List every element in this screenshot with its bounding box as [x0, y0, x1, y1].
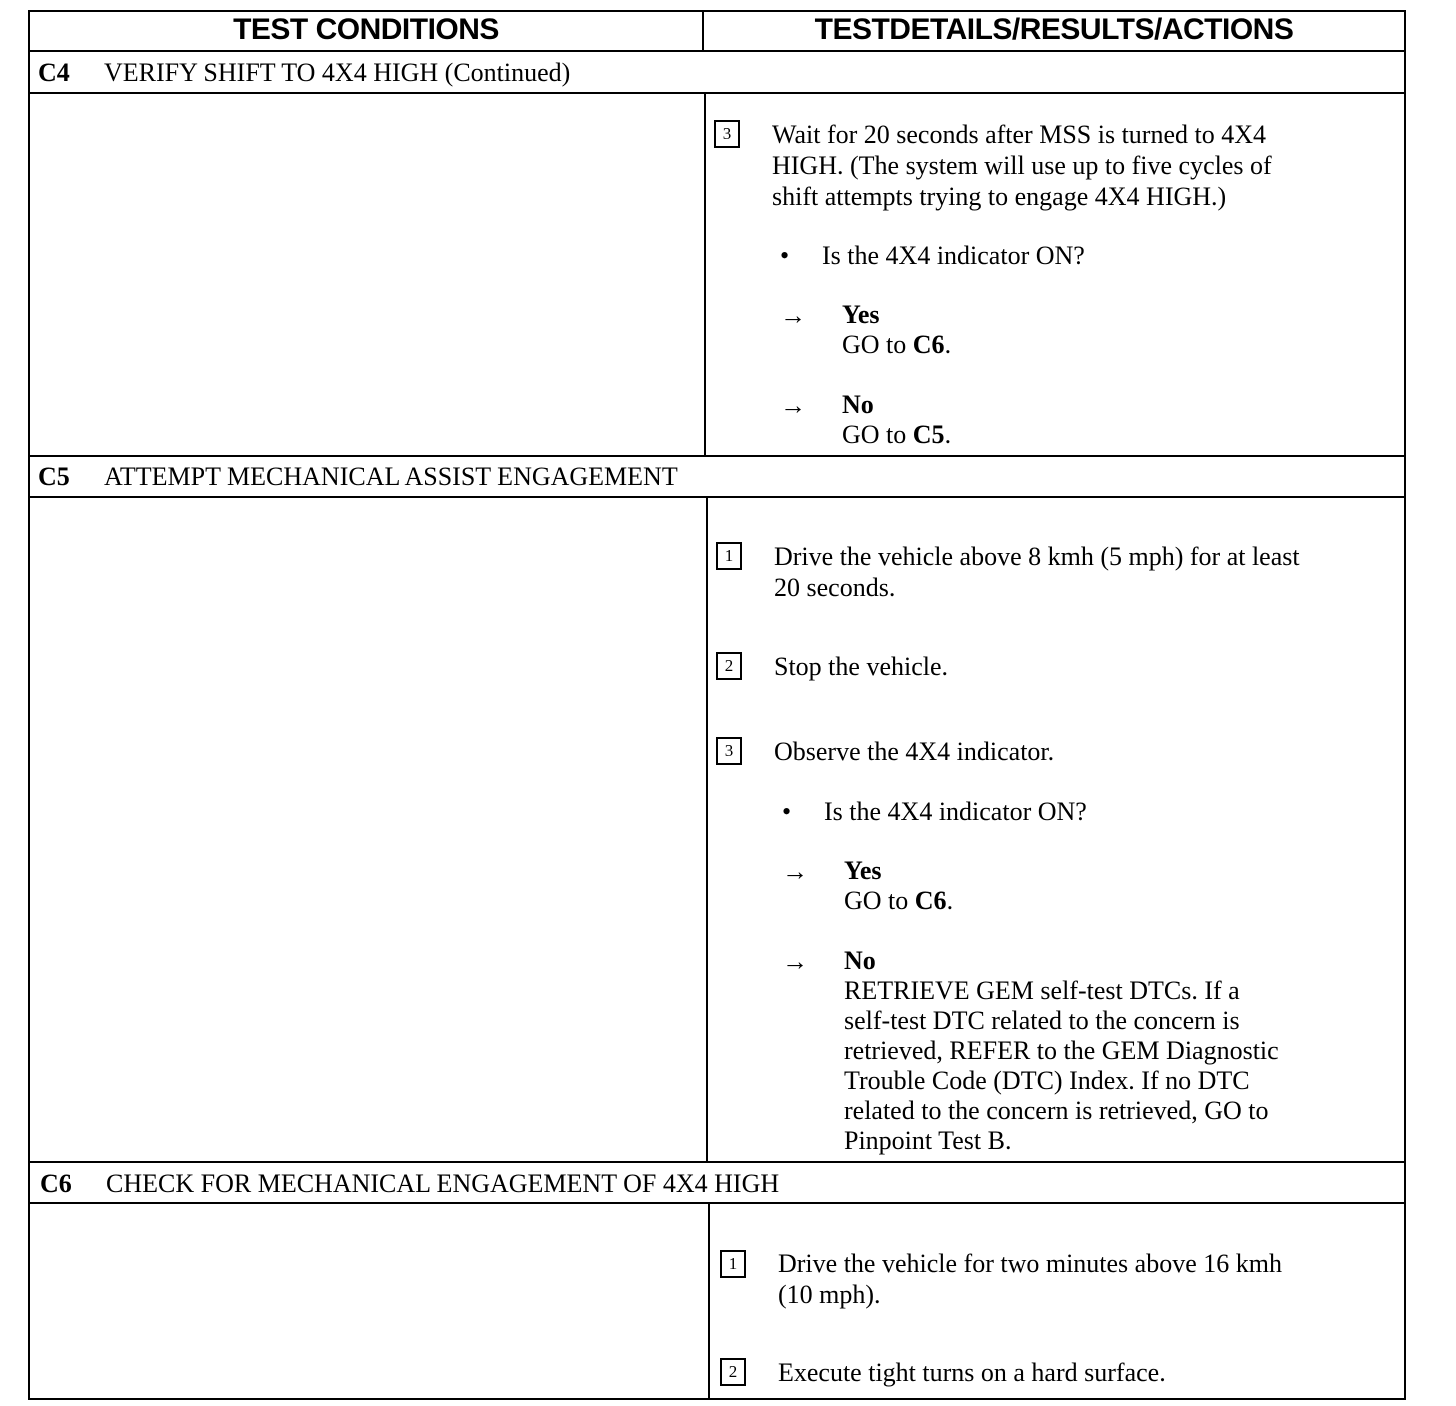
- c5-no-line: related to the concern is retrieved, GO to: [844, 1096, 1269, 1125]
- c4-step3-text: [772, 119, 1272, 212]
- section-c6-id: C6: [40, 1169, 72, 1198]
- section-c6-top-rule: [28, 1161, 1406, 1163]
- header-test-details: TESTDETAILS/RESULTS/ACTIONS: [814, 13, 1294, 46]
- c6-step1-text: [778, 1248, 1282, 1310]
- section-c5-divider: [706, 496, 708, 1162]
- c5-yes-label: Yes: [844, 856, 882, 885]
- c6-step1-number: 1: [720, 1250, 746, 1278]
- c5-yes-go: GO to: [844, 886, 915, 915]
- c4-yes-go: GO to: [842, 330, 913, 359]
- c5-step1-text: [774, 541, 1300, 603]
- c5-no-answer: [844, 946, 1279, 1156]
- c5-no-label: No: [844, 946, 876, 975]
- c5-no-line: Trouble Code (DTC) Index. If no DTC: [844, 1066, 1250, 1095]
- c5-question: Is the 4X4 indicator ON?: [824, 797, 1087, 826]
- c4-step3-line2: HIGH. (The system will use up to five cycles of: [772, 151, 1272, 180]
- section-c6-rule: [28, 1202, 1406, 1204]
- section-c5-title-text: ATTEMPT MECHANICAL ASSIST ENGAGEMENT: [104, 462, 678, 491]
- c4-step3-line1: Wait for 20 seconds after MSS is turned to 4X4: [772, 120, 1266, 149]
- section-c6-divider: [708, 1202, 710, 1400]
- section-c6-title-text: CHECK FOR MECHANICAL ENGAGEMENT OF 4X4 HIGH: [106, 1169, 780, 1198]
- c5-bullet: •: [782, 797, 792, 826]
- section-c5-rule: [28, 496, 1406, 498]
- section-c4-divider: [704, 92, 706, 455]
- c5-no-line: Pinpoint Test B.: [844, 1126, 1012, 1155]
- section-c4-title-text: VERIFY SHIFT TO 4X4 HIGH (Continued): [104, 58, 571, 87]
- c5-step1-line1: Drive the vehicle above 8 kmh (5 mph) for at least: [774, 542, 1300, 571]
- c5-no-line: retrieved, REFER to the GEM Diagnostic: [844, 1036, 1279, 1065]
- c5-step2-number: 2: [716, 652, 742, 680]
- c4-question: Is the 4X4 indicator ON?: [822, 241, 1085, 270]
- c4-step3-number: 3: [714, 120, 740, 148]
- c5-yes-target: C6: [914, 886, 947, 915]
- c4-yes-label: Yes: [842, 300, 880, 329]
- section-c4-id: C4: [38, 58, 70, 87]
- c5-yes-period: .: [946, 886, 954, 915]
- c6-step2-number: 2: [720, 1358, 746, 1386]
- c4-bullet: •: [780, 241, 790, 270]
- c4-no-answer: [842, 390, 951, 450]
- c4-yes-target: C6: [912, 330, 945, 359]
- c4-no-label: No: [842, 390, 874, 419]
- c5-no-line: self-test DTC related to the concern is: [844, 1006, 1240, 1035]
- c4-yes-period: .: [944, 330, 952, 359]
- section-c5-id: C5: [38, 462, 70, 491]
- c5-step3-number: 3: [716, 737, 742, 765]
- c4-yes-answer: [842, 300, 951, 360]
- c4-no-target: C5: [912, 420, 945, 449]
- c5-step1-number: 1: [716, 542, 742, 570]
- c4-no-arrow-icon: →: [780, 391, 806, 420]
- section-c5-title: [38, 462, 678, 492]
- section-c5-top-rule: [28, 455, 1406, 457]
- c4-step3-line3: shift attempts trying to engage 4X4 HIGH.): [772, 182, 1227, 211]
- section-c4-title: [38, 58, 570, 88]
- c4-no-period: .: [944, 420, 952, 449]
- c5-step1-line2: 20 seconds.: [774, 573, 896, 602]
- c5-no-line: RETRIEVE GEM self-test DTCs. If a: [844, 976, 1240, 1005]
- c6-step2-text: Execute tight turns on a hard surface.: [778, 1358, 1166, 1387]
- header-test-conditions: TEST CONDITIONS: [233, 13, 499, 46]
- c5-step2-text: Stop the vehicle.: [774, 652, 949, 681]
- c5-no-arrow-icon: →: [782, 947, 808, 976]
- c5-yes-arrow-icon: →: [782, 857, 808, 886]
- c4-yes-arrow-icon: →: [780, 301, 806, 330]
- c6-step1-line2: (10 mph).: [778, 1280, 881, 1309]
- section-c4-rule: [28, 92, 1406, 94]
- section-c6-title: [40, 1169, 779, 1199]
- c6-step1-line1: Drive the vehicle for two minutes above 16 kmh: [778, 1249, 1282, 1278]
- header-rule: [28, 50, 1406, 52]
- c4-no-go: GO to: [842, 420, 913, 449]
- c5-yes-answer: [844, 856, 953, 916]
- c5-step3-text: Observe the 4X4 indicator.: [774, 737, 1055, 766]
